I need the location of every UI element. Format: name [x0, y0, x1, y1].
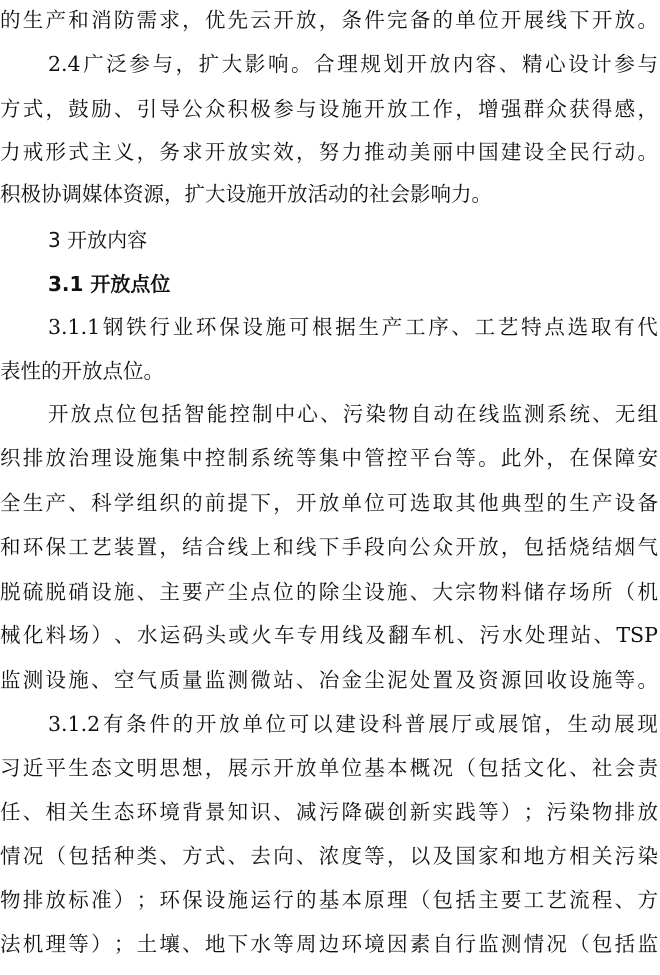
paragraph-line: 械 化 料 场 ） 、 水 运 码 头 或 火 车 专 用 线 及 翻 车 机 、 污 水 处 理 站 、 TSP — [0, 623, 658, 647]
paragraph-line: 力 戒 形 式 主 义 ， 务 求 开 放 实 效 ， 努 力 推 动 美 丽 中 国 建 设 全 民 行 动 。 — [0, 140, 658, 164]
paragraph-line: 任 、 相 关 生 态 环 境 背 景 知 识 、 减 污 降 碳 创 新 实 践 等 ） ； 污 染 物 排 放 — [0, 800, 658, 824]
paragraph-line: 表性的开放点位。 — [0, 359, 164, 383]
paragraph-line: 全 生 产 、 科 学 组 织 的 前 提 下 ， 开 放 单 位 可 选 取 其 他 典 型 的 生 产 设 备 — [0, 491, 658, 515]
paragraph-line: 织 排 放 治 理 设 施 集 中 控 制 系 统 等 集 中 管 控 平 台 等 。 此 外 ， 在 保 障 安 — [0, 446, 658, 470]
paragraph-line: 3.1.2 有 条 件 的 开 放 单 位 可 以 建 设 科 普 展 厅 或 展 馆 ， 生 动 展 现 — [48, 712, 658, 736]
paragraph-line: 法 机 理 等 ） ； 土 壤 、 地 下 水 等 周 边 环 境 因 素 自 行 监 测 情 况 （ 包 括 监 — [0, 932, 658, 956]
paragraph-line: 开 放 点 位 包 括 智 能 控 制 中 心 、 污 染 物 自 动 在 线 监 测 系 统 、 无 组 — [48, 402, 658, 426]
paragraph-line: 积极协调媒体资源，扩大设施开放活动的社会影响力。 — [0, 182, 492, 206]
paragraph-line: 情 况 （ 包 括 种 类 、 方 式 、 去 向 、 浓 度 等 ， 以 及 国 家 和 地 方 相 关 污 染 — [0, 844, 658, 868]
paragraph-line: 方 式 ， 鼓 励 、 引 导 公 众 积 极 参 与 设 施 开 放 工 作 ， 增 强 群 众 获 得 感 ， — [0, 97, 658, 121]
paragraph-line: 2.4 广 泛 参 与 ， 扩 大 影 响 。 合 理 规 划 开 放 内 容 、 精 心 设 计 参 与 — [48, 52, 658, 76]
paragraph-line: 3.1.1 钢 铁 行 业 环 保 设 施 可 根 据 生 产 工 序 、 工 艺 特 点 选 取 有 代 — [48, 315, 658, 339]
paragraph-line: 物 排 放 标 准 ） ； 环 保 设 施 运 行 的 基 本 原 理 （ 包 括 主 要 工 艺 流 程 、 方 — [0, 888, 658, 912]
paragraph-line: 的 生 产 和 消 防 需 求 ， 优 先 云 开 放 ， 条 件 完 备 的 单 位 开 展 线 下 开 放 。 — [0, 8, 658, 32]
paragraph-line: 监 测 设 施 、 空 气 质 量 监 测 微 站 、 冶 金 尘 泥 处 置 及 资 源 回 收 设 施 等 。 — [0, 668, 658, 692]
section-heading: 3.1 开放点位 — [48, 272, 171, 296]
paragraph-line: 脱 硫 脱 硝 设 施 、 主 要 产 尘 点 位 的 除 尘 设 施 、 大 宗 物 料 储 存 场 所 （ 机 — [0, 580, 658, 604]
paragraph-line: 和 环 保 工 艺 装 置 ， 结 合 线 上 和 线 下 手 段 向 公 众 开 放 ， 包 括 烧 结 烟 气 — [0, 535, 658, 559]
section-heading: 3 开放内容 — [48, 228, 148, 252]
paragraph-line: 习 近 平 生 态 文 明 思 想 ， 展 示 开 放 单 位 基 本 概 况 （ 包 括 文 化 、 社 会 责 — [0, 756, 658, 780]
